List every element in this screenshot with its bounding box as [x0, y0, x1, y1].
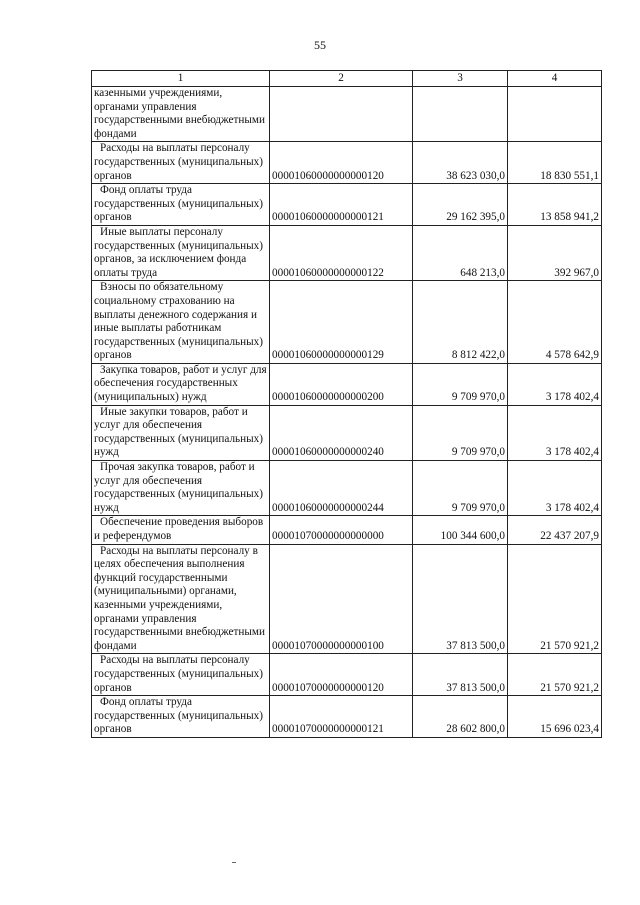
row-col4-value: 3 178 402,4	[508, 405, 602, 460]
header-col-2: 2	[270, 71, 413, 87]
row-name: Закупка товаров, работ и услуг для обеспечения государственных (муниципальных) нужд	[94, 363, 267, 404]
row-code: 00001060000000000240	[270, 405, 413, 460]
budget-table	[91, 70, 602, 738]
row-name: Обеспечение проведения выборов и референдумов	[94, 516, 264, 542]
row-name-cell	[92, 363, 270, 405]
row-name-cell	[92, 461, 270, 516]
row-name: Фонд оплаты труда государственных (муниципальных) органов	[94, 184, 263, 224]
row-name-cell	[92, 281, 270, 364]
scan-mark	[232, 862, 236, 863]
row-name: Фонд оплаты труда государственных (муниципальных) органов	[94, 696, 263, 736]
row-col4-value: 3 178 402,4	[508, 363, 602, 405]
row-name: Расходы на выплаты персоналу государственных (муниципальных) органов	[94, 654, 263, 694]
row-code: 00001070000000000100	[270, 544, 413, 654]
table-row	[92, 363, 602, 405]
row-name: Иные выплаты персоналу государственных (муниципальных) органов, за исключением фонда оплаты труда	[94, 225, 263, 279]
table-row	[92, 461, 602, 516]
table-row	[92, 225, 602, 280]
row-col3-value: 38 623 030,0	[413, 142, 508, 184]
row-name-cell	[92, 696, 270, 738]
row-name-cell	[92, 544, 270, 654]
row-col3-value: 28 602 800,0	[413, 696, 508, 738]
header-col-4: 4	[508, 71, 602, 87]
row-name: Расходы на выплаты персоналу государственных (муниципальных) органов	[94, 142, 263, 182]
row-col3-value: 37 813 500,0	[413, 544, 508, 654]
row-code: 00001060000000000121	[270, 184, 413, 226]
row-code: 00001060000000000120	[270, 142, 413, 184]
table-row	[92, 184, 602, 226]
row-name-cell	[92, 87, 270, 142]
row-name: Взносы по обязательному социальному страхованию на выплаты денежного содержания и иные выплаты работникам государственных (муниципальных) органов	[94, 281, 263, 362]
row-code: 00001060000000000244	[270, 461, 413, 516]
page-number: 55	[314, 38, 326, 52]
row-name-cell	[92, 142, 270, 184]
row-col4-value: 13 858 941,2	[508, 184, 602, 226]
row-col4-value	[508, 87, 602, 142]
table-row	[92, 87, 602, 142]
row-code: 00001070000000000000	[270, 516, 413, 544]
row-col4-value: 18 830 551,1	[508, 142, 602, 184]
row-code: 00001060000000000122	[270, 225, 413, 280]
row-name: Расходы на выплаты персоналу в целях обеспечения выполнения функций государственными (муниципальными) органами, казенными учреждениями, органами управления государственными внебюджетными фондами	[94, 544, 265, 652]
table-row	[92, 696, 602, 738]
table-body	[92, 87, 602, 738]
row-col4-value: 22 437 207,9	[508, 516, 602, 544]
row-col3-value: 9 709 970,0	[413, 363, 508, 405]
table-row	[92, 281, 602, 364]
row-col3-value: 648 213,0	[413, 225, 508, 280]
row-name-cell	[92, 405, 270, 460]
row-col3-value: 9 709 970,0	[413, 405, 508, 460]
row-name-cell	[92, 184, 270, 226]
row-code: 00001060000000000200	[270, 363, 413, 405]
table-row	[92, 405, 602, 460]
row-col3-value: 37 813 500,0	[413, 654, 508, 696]
row-name: Иные закупки товаров, работ и услуг для обеспечения государственных (муниципальных) нужд	[94, 405, 263, 459]
row-col4-value: 4 578 642,9	[508, 281, 602, 364]
header-col-1: 1	[92, 71, 270, 87]
row-col4-value: 3 178 402,4	[508, 461, 602, 516]
table-row	[92, 516, 602, 544]
row-col4-value: 15 696 023,4	[508, 696, 602, 738]
row-name: Прочая закупка товаров, работ и услуг для обеспечения государственных (муниципальных) нужд	[94, 461, 263, 514]
row-code: 00001060000000000129	[270, 281, 413, 364]
row-code: 00001070000000000121	[270, 696, 413, 738]
row-name-cell	[92, 225, 270, 280]
row-col3-value	[413, 87, 508, 142]
row-code: 00001070000000000120	[270, 654, 413, 696]
table-row	[92, 142, 602, 184]
row-col4-value: 392 967,0	[508, 225, 602, 280]
row-col4-value: 21 570 921,2	[508, 654, 602, 696]
row-name-cell	[92, 654, 270, 696]
row-col3-value: 100 344 600,0	[413, 516, 508, 544]
table-row	[92, 654, 602, 696]
row-col3-value: 8 812 422,0	[413, 281, 508, 364]
table-row	[92, 544, 602, 654]
row-code	[270, 87, 413, 142]
row-col3-value: 9 709 970,0	[413, 461, 508, 516]
row-col3-value: 29 162 395,0	[413, 184, 508, 226]
row-col4-value: 21 570 921,2	[508, 544, 602, 654]
row-name-cell	[92, 516, 270, 544]
row-name: казенными учреждениями, органами управления государственными внебюджетными фондами	[94, 87, 265, 140]
header-row	[92, 71, 602, 87]
header-col-3: 3	[413, 71, 508, 87]
